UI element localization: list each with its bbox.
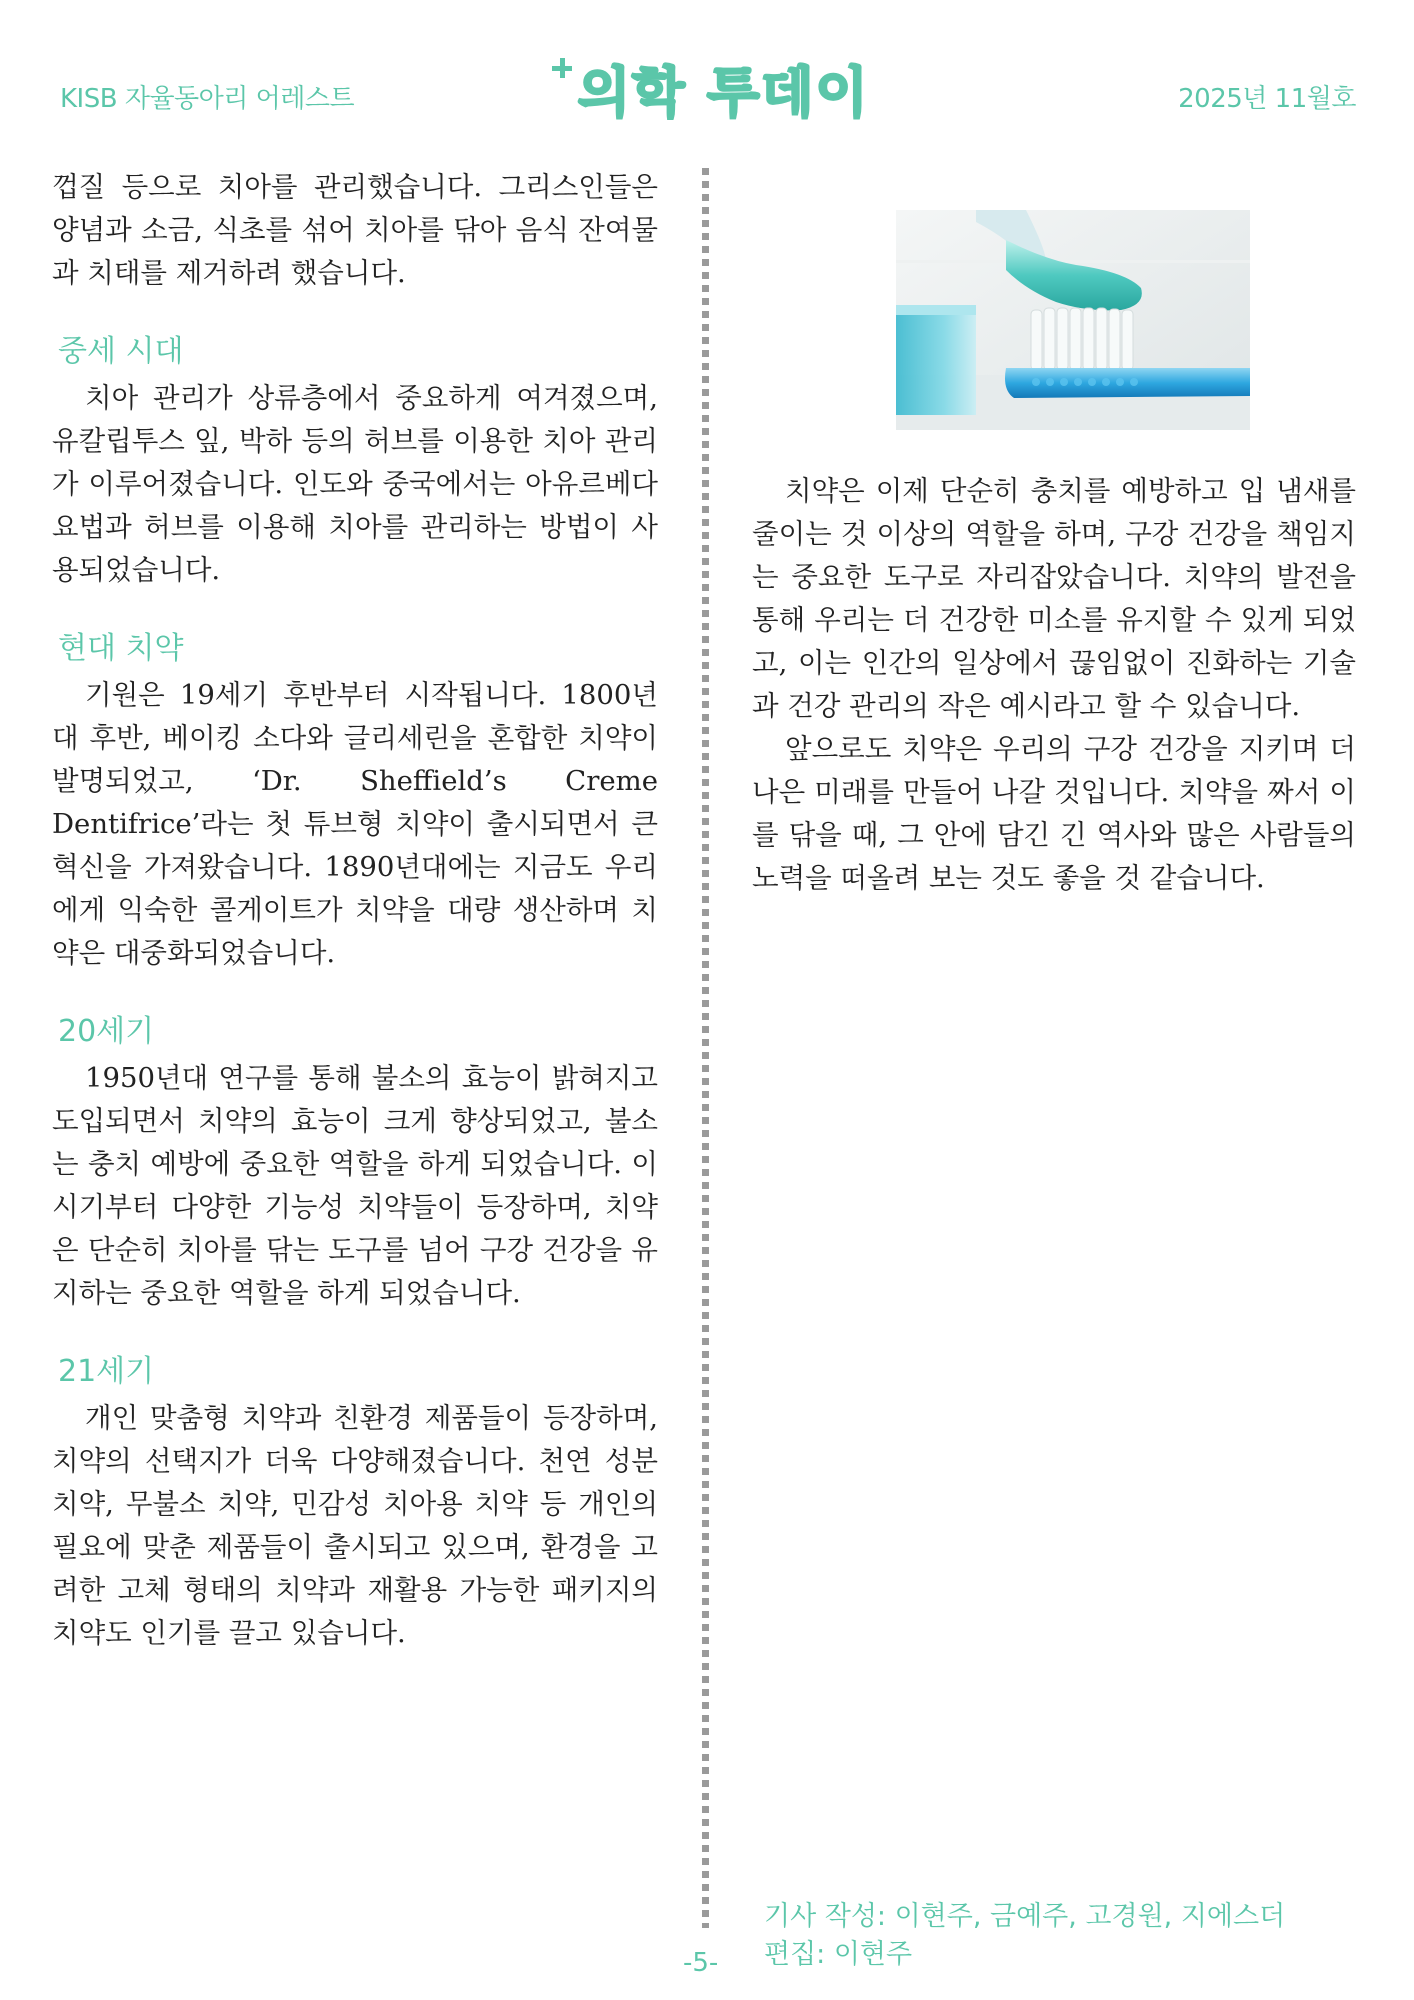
section-medieval <box>52 331 658 592</box>
issue-date: 2025년 11월호 <box>1178 84 1356 114</box>
medical-cross-icon <box>552 58 572 78</box>
club-name: KISB 자율동아리 어레스트 <box>60 84 355 114</box>
left-column <box>52 166 658 1655</box>
page-number: -5- <box>683 1948 719 1978</box>
conclusion-paragraph-1: 치약은 이제 단순히 충치를 예방하고 입 냄새를 줄이는 것 이상의 역할을 하며, 구강 건강을 책임지는 중요한 도구로 자리잡았습니다. 치약의 발전을 통해 우리는 더 건강한 미소를 유지할 수 있게 되었고, 이는 인간의 일상에서 끊임없이 진화하는 기술과 건강 관리의 작은 예시라고 할 수 있습니다. <box>752 475 1356 722</box>
section-body: 개인 맞춤형 치약과 친환경 제품들이 등장하며, 치약의 선택지가 더욱 다양해졌습니다. 천연 성분 치약, 무불소 치약, 민감성 치아용 치약 등 개인의 필요에 맞춘 제품들이 출시되고 있으며, 환경을 고려한 고체 형태의 치약과 재활용 가능한 패키지의 치약도 인기를 끌고 있습니다. <box>52 1402 658 1649</box>
section-title: 20세기 <box>58 1014 155 1049</box>
writers-credit: 기사 작성: 이현주, 금예주, 고경원, 지에스더 <box>764 1901 1286 1932</box>
section-title: 현대 치약 <box>58 631 184 666</box>
section-body: 치아 관리가 상류층에서 중요하게 여겨졌으며, 유칼립투스 잎, 박하 등의 허브를 이용한 치아 관리가 이루어졌습니다. 인도와 중국에서는 아유르베다 요법과 허브를 이용해 치아를 관리하는 방법이 사용되었습니다. <box>52 382 658 586</box>
page-header <box>0 0 1414 130</box>
editor-credit: 편집: 이현주 <box>764 1939 913 1970</box>
toothbrush-photo <box>896 210 1250 430</box>
masthead-title: 의학 투데이 <box>578 61 870 124</box>
conclusion-paragraph-2: 앞으로도 치약은 우리의 구강 건강을 지키며 더 나은 미래를 만들어 나갈 것입니다. 치약을 짜서 이를 닦을 때, 그 안에 담긴 긴 역사와 많은 사람들의 노력을 떠올려 보는 것도 좋을 것 같습니다. <box>752 733 1356 894</box>
section-title: 중세 시대 <box>58 334 184 369</box>
section-20th-century <box>52 1011 658 1315</box>
intro-paragraph: 껍질 등으로 치아를 관리했습니다. 그리스인들은 양념과 소금, 식초를 섞어 치아를 닦아 음식 잔여물과 치태를 제거하려 했습니다. <box>52 171 658 289</box>
section-title: 21세기 <box>58 1354 155 1389</box>
section-21st-century <box>52 1351 658 1655</box>
section-body: 1950년대 연구를 통해 불소의 효능이 밝혀지고 도입되면서 치약의 효능이 크게 향상되었고, 불소는 충치 예방에 중요한 역할을 하게 되었습니다. 이 시기부터 다양한 기능성 치약들이 등장하며, 치약은 단순히 치아를 닦는 도구를 넘어 구강 건강을 유지하는 중요한 역할을 하게 되었습니다. <box>52 1062 658 1309</box>
section-body: 기원은 19세기 후반부터 시작됩니다. 1800년대 후반, 베이킹 소다와 글리세린을 혼합한 치약이 발명되었고, ‘Dr. Sheffield’s Creme Dentifrice’라는 첫 튜브형 치약이 출시되면서 큰 혁신을 가져왔습니다. 1890년대에는 지금도 우리에게 익숙한 콜게이트가 치약을 대량 생산하며 치약은 대중화되었습니다. <box>52 679 658 969</box>
toothbrush-illustration <box>896 210 1250 430</box>
section-modern-toothpaste <box>52 628 658 975</box>
column-divider <box>702 168 709 1928</box>
article-credits <box>764 1898 1285 1974</box>
right-column <box>752 470 1356 900</box>
